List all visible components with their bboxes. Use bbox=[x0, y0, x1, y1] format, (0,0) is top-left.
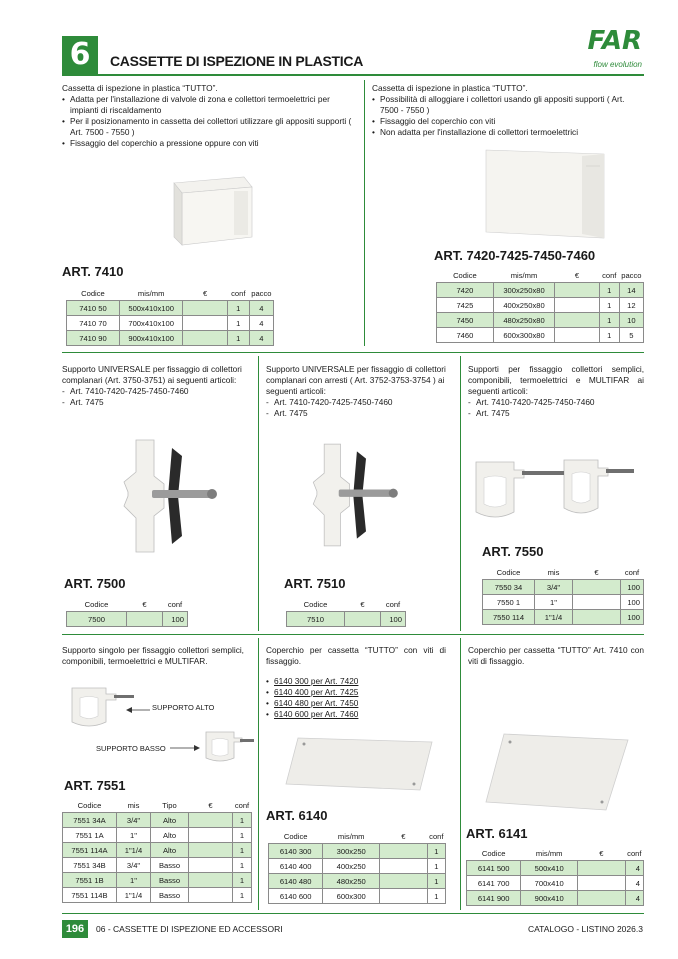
cassette-7410-image bbox=[160, 175, 260, 255]
col-header: mis/mm bbox=[510, 270, 538, 280]
cell: 7550 34 bbox=[483, 580, 535, 595]
cell: 4 bbox=[249, 316, 273, 331]
cell bbox=[380, 844, 428, 859]
cell bbox=[189, 843, 233, 858]
art-7551-description: Supporto singolo per fissaggio collettori semplici, componibili, termoelettrici e MULTIFAR. bbox=[62, 645, 244, 666]
cell: 1 bbox=[427, 889, 445, 904]
table-row bbox=[437, 313, 644, 328]
cell: 6140 400 bbox=[269, 859, 323, 874]
bullet: - Art. 7410-7420-7425-7450-7460 bbox=[266, 397, 454, 408]
cell: 7450 bbox=[437, 313, 494, 328]
cell: 1 bbox=[227, 301, 249, 316]
cell: 7551 1B bbox=[63, 873, 117, 888]
table-header bbox=[483, 565, 644, 580]
table-row bbox=[63, 813, 252, 828]
cell: 900x410x100 bbox=[119, 331, 183, 346]
col-header: € bbox=[574, 270, 580, 280]
cell: 7550 1 bbox=[483, 595, 535, 610]
cell bbox=[578, 876, 626, 891]
cell bbox=[189, 888, 233, 903]
cell: 7500 bbox=[67, 612, 127, 627]
cell: 300x250 bbox=[323, 844, 380, 859]
table-row bbox=[63, 888, 252, 903]
cell: 1 bbox=[427, 874, 445, 889]
table-row bbox=[269, 844, 446, 859]
cell: Alto bbox=[151, 843, 189, 858]
cell: Alto bbox=[151, 813, 189, 828]
table-row bbox=[437, 283, 644, 298]
cell: 700x410 bbox=[521, 876, 578, 891]
art-7550-description bbox=[468, 364, 644, 419]
cell bbox=[573, 610, 621, 625]
cell: 5 bbox=[619, 328, 643, 343]
table-row bbox=[483, 610, 644, 625]
footer-rule bbox=[62, 913, 644, 914]
cell: 1 bbox=[233, 858, 252, 873]
art-6141-title: ART. 6141 bbox=[466, 826, 528, 841]
support-7550-image bbox=[468, 456, 640, 522]
cassette-7420-image bbox=[482, 146, 612, 242]
logo-name: FAR bbox=[587, 26, 642, 56]
cell: 100 bbox=[621, 595, 644, 610]
col-header: Tipo bbox=[162, 800, 177, 810]
table-row bbox=[467, 861, 644, 876]
cell: 1 bbox=[233, 813, 252, 828]
cell bbox=[573, 595, 621, 610]
desc-line: Cassetta di ispezione in plastica “TUTTO”. bbox=[62, 83, 218, 93]
arrow-basso bbox=[170, 744, 200, 752]
cell: 7551 34B bbox=[63, 858, 117, 873]
divider-h-2 bbox=[62, 634, 644, 635]
cell bbox=[555, 313, 600, 328]
table-row bbox=[483, 580, 644, 595]
cell bbox=[183, 316, 227, 331]
art-7551-title: ART. 7551 bbox=[64, 778, 126, 793]
cell: 1 bbox=[599, 328, 619, 343]
cell: 4 bbox=[249, 301, 273, 316]
table-row bbox=[287, 612, 406, 627]
cell: 1" bbox=[535, 595, 573, 610]
col-header: € bbox=[360, 599, 365, 609]
cell: 1 bbox=[427, 844, 445, 859]
cell: 7410 70 bbox=[67, 316, 120, 331]
header-rule bbox=[62, 74, 644, 76]
col-header: mis/mm bbox=[137, 288, 165, 298]
art-7550-title: ART. 7550 bbox=[482, 544, 544, 559]
desc-line: Cassetta di ispezione in plastica “TUTTO”. bbox=[372, 83, 528, 93]
art-6140-title: ART. 6140 bbox=[266, 808, 328, 823]
table-row bbox=[63, 843, 252, 858]
table-row bbox=[63, 828, 252, 843]
col-header: € bbox=[203, 288, 208, 298]
col-header: conf bbox=[624, 567, 640, 577]
cell: 100 bbox=[621, 580, 644, 595]
table-row bbox=[467, 891, 644, 906]
table-row bbox=[437, 298, 644, 313]
col-header: mis/mm bbox=[337, 831, 365, 841]
art-7500-title: ART. 7500 bbox=[64, 576, 126, 591]
cell: 1 bbox=[599, 298, 619, 313]
cell: 3/4" bbox=[117, 813, 151, 828]
col-header: pacco bbox=[251, 288, 272, 298]
cell: 14 bbox=[619, 283, 643, 298]
label-supporto-basso: SUPPORTO BASSO bbox=[96, 744, 166, 753]
cell bbox=[555, 298, 600, 313]
col-header: mis bbox=[547, 567, 560, 577]
table-row bbox=[67, 316, 274, 331]
cell: 480x250x80 bbox=[493, 313, 554, 328]
support-basso-image bbox=[200, 724, 256, 764]
cell: 6140 480 bbox=[269, 874, 323, 889]
cell: 400x250 bbox=[323, 859, 380, 874]
desc-line: Supporto UNIVERSALE per fissaggio di collettori complanari con arresti ( Art. 3752-3753-3754 ) ai seguenti articoli: bbox=[266, 364, 446, 396]
art-7510-title: ART. 7510 bbox=[284, 576, 346, 591]
col-header: Codice bbox=[496, 567, 521, 577]
cell: 7551 34A bbox=[63, 813, 117, 828]
divider-v-mid-2 bbox=[460, 356, 461, 631]
table-header bbox=[287, 597, 406, 612]
cell: 6141 500 bbox=[467, 861, 521, 876]
art-7410-title: ART. 7410 bbox=[62, 264, 124, 279]
art-6141-table bbox=[466, 846, 644, 906]
cell bbox=[573, 580, 621, 595]
cell: 3/4" bbox=[535, 580, 573, 595]
cell: 3/4" bbox=[117, 858, 151, 873]
table-row bbox=[67, 301, 274, 316]
col-header: € bbox=[594, 567, 599, 577]
cell: 10 bbox=[619, 313, 643, 328]
bullet: • 6140 300 per Art. 7420 bbox=[266, 676, 446, 687]
bullet: • Fissaggio del coperchio con viti bbox=[372, 116, 642, 127]
cell: 1 bbox=[227, 331, 249, 346]
art-7420-title: ART. 7420-7425-7450-7460 bbox=[434, 248, 596, 263]
far-logo bbox=[574, 26, 642, 69]
cover-6140-image bbox=[284, 734, 434, 792]
art-7420-table bbox=[436, 268, 644, 343]
cell: 7551 114A bbox=[63, 843, 117, 858]
table-row bbox=[269, 874, 446, 889]
bullet: • Per il posizionamento in cassetta dei collettori utilizzare gli appositi supporti ( Art. 7500 - 7550 ) bbox=[62, 116, 352, 138]
bullet: • 6140 480 per Art. 7450 bbox=[266, 698, 446, 709]
cell: 4 bbox=[625, 891, 643, 906]
cell: 7420 bbox=[437, 283, 494, 298]
table-row bbox=[437, 328, 644, 343]
divider-v-top bbox=[364, 80, 365, 346]
cell: 100 bbox=[381, 612, 406, 627]
cell: 400x250x80 bbox=[493, 298, 554, 313]
cell: 1 bbox=[233, 828, 252, 843]
col-header: conf bbox=[167, 599, 183, 609]
table-row bbox=[67, 331, 274, 346]
art-6141-description: Coperchio per cassetta “TUTTO” Art. 7410 con viti di fissaggio. bbox=[468, 645, 644, 666]
cell: 100 bbox=[163, 612, 188, 627]
cell: Basso bbox=[151, 888, 189, 903]
divider-v-mid-1 bbox=[258, 356, 259, 631]
art-6140-items bbox=[266, 676, 446, 720]
art-7510-table bbox=[286, 597, 406, 627]
cell: 7460 bbox=[437, 328, 494, 343]
art-7550-table bbox=[482, 565, 644, 625]
art-7510-description bbox=[266, 364, 454, 419]
cell bbox=[189, 873, 233, 888]
cell: 7510 bbox=[287, 612, 345, 627]
art-6140-table bbox=[268, 829, 446, 904]
col-header: conf bbox=[602, 270, 617, 280]
bullet: • Non adatta per l'installazione di collettori termoelettrici bbox=[372, 127, 642, 138]
cell: 7551 1A bbox=[63, 828, 117, 843]
art-7420-description bbox=[372, 83, 642, 138]
cell: 6140 300 bbox=[269, 844, 323, 859]
table-row bbox=[483, 595, 644, 610]
cell bbox=[380, 874, 428, 889]
table-header bbox=[269, 829, 446, 844]
col-header: € bbox=[142, 599, 147, 609]
bullet: • Fissaggio del coperchio a pressione oppure con viti bbox=[62, 138, 352, 149]
bullet: - Art. 7475 bbox=[266, 408, 454, 419]
cell: 6141 900 bbox=[467, 891, 521, 906]
cell bbox=[183, 301, 227, 316]
support-7510-image bbox=[306, 436, 406, 554]
table-header bbox=[67, 286, 274, 301]
art-7500-table bbox=[66, 597, 188, 627]
bullet: • Adatta per l'installazione di valvole di zona e collettori termoelettrici per impianti di riscaldamento bbox=[62, 94, 352, 116]
cell bbox=[380, 889, 428, 904]
art-7410-table bbox=[66, 286, 274, 346]
label-supporto-alto: SUPPORTO ALTO bbox=[152, 703, 215, 712]
cell: 12 bbox=[619, 298, 643, 313]
cover-6141-image bbox=[484, 730, 630, 814]
bullet: - Art. 7410-7420-7425-7450-7460 bbox=[468, 397, 644, 408]
table-row bbox=[67, 612, 188, 627]
cell: 1 bbox=[599, 313, 619, 328]
col-header: Codice bbox=[481, 848, 506, 858]
cell bbox=[189, 813, 233, 828]
art-7410-description bbox=[62, 83, 352, 149]
cell: 1 bbox=[233, 888, 252, 903]
cell: 4 bbox=[625, 861, 643, 876]
section-number: 6 bbox=[62, 36, 98, 74]
cell: 4 bbox=[249, 331, 273, 346]
art-7500-description bbox=[62, 364, 254, 408]
logo-tagline: flow evolution bbox=[593, 60, 642, 69]
cell: Basso bbox=[151, 873, 189, 888]
table-header bbox=[67, 597, 188, 612]
cell bbox=[345, 612, 381, 627]
cell: 100 bbox=[621, 610, 644, 625]
art-7551-table bbox=[62, 798, 252, 903]
cell: 300x250x80 bbox=[493, 283, 554, 298]
col-header: € bbox=[599, 848, 604, 858]
cell bbox=[189, 828, 233, 843]
bullet: - Art. 7475 bbox=[468, 408, 644, 419]
col-header: Codice bbox=[303, 599, 328, 609]
col-header: conf bbox=[231, 288, 246, 298]
bullet: • Possibilità di alloggiare i collettori usando gli appositi supporti ( Art. 7500 - 7550 ) bbox=[372, 94, 642, 116]
cell: 1 bbox=[599, 283, 619, 298]
cell: Basso bbox=[151, 858, 189, 873]
section-title: CASSETTE DI ISPEZIONE IN PLASTICA bbox=[110, 53, 364, 69]
cell: 7550 114 bbox=[483, 610, 535, 625]
table-header bbox=[437, 268, 644, 283]
cell: 7410 90 bbox=[67, 331, 120, 346]
art-6140-description: Coperchio per cassetta “TUTTO” con viti di fissaggio. bbox=[266, 645, 446, 666]
cell bbox=[555, 328, 600, 343]
cell: 700x410x100 bbox=[119, 316, 183, 331]
bullet: • 6140 600 per Art. 7460 bbox=[266, 709, 446, 720]
table-row bbox=[269, 889, 446, 904]
support-7500-image bbox=[116, 436, 226, 556]
cell: 1 bbox=[427, 859, 445, 874]
cell: 1"1/4 bbox=[117, 843, 151, 858]
col-header: Codice bbox=[453, 270, 477, 280]
cell: 1" bbox=[117, 828, 151, 843]
cell: 900x410 bbox=[521, 891, 578, 906]
col-header: pacco bbox=[621, 270, 642, 280]
col-header: conf bbox=[627, 848, 642, 858]
col-header: Codice bbox=[283, 831, 308, 841]
cell: 7425 bbox=[437, 298, 494, 313]
bullet: - Art. 7475 bbox=[62, 397, 254, 408]
col-header: Codice bbox=[77, 800, 102, 810]
table-header bbox=[63, 798, 252, 813]
table-row bbox=[467, 876, 644, 891]
cell bbox=[555, 283, 600, 298]
col-header: Codice bbox=[84, 599, 109, 609]
cell: 1 bbox=[233, 843, 252, 858]
table-row bbox=[269, 859, 446, 874]
arrow-alto bbox=[126, 706, 150, 714]
col-header: mis/mm bbox=[535, 848, 563, 858]
cell bbox=[578, 861, 626, 876]
col-header: € bbox=[208, 800, 213, 810]
cell: 500x410 bbox=[521, 861, 578, 876]
cell: 600x300 bbox=[323, 889, 380, 904]
divider-v-bot-1 bbox=[258, 638, 259, 910]
cell bbox=[380, 859, 428, 874]
footer-catalog-label: CATALOGO - LISTINO 2026.3 bbox=[528, 924, 643, 934]
cell: Alto bbox=[151, 828, 189, 843]
col-header: conf bbox=[385, 599, 401, 609]
cell bbox=[578, 891, 626, 906]
desc-line: Supporti per fissaggio collettori semplici, componibili, termoelettrici e MULTIFAR ai seguenti articoli: bbox=[468, 364, 644, 396]
cell: 600x300x80 bbox=[493, 328, 554, 343]
col-header: mis bbox=[127, 800, 140, 810]
footer-section-label: 06 - CASSETTE DI ISPEZIONE ED ACCESSORI bbox=[96, 924, 283, 934]
desc-line: Supporto UNIVERSALE per fissaggio di collettori complanari (Art. 3750-3751) ai seguenti articoli: bbox=[62, 364, 242, 385]
divider-v-bot-2 bbox=[460, 638, 461, 910]
cell: 6141 700 bbox=[467, 876, 521, 891]
bullet: • 6140 400 per Art. 7425 bbox=[266, 687, 446, 698]
cell: 6140 600 bbox=[269, 889, 323, 904]
cell: 480x250 bbox=[323, 874, 380, 889]
cell: 1" bbox=[117, 873, 151, 888]
col-header: conf bbox=[234, 800, 250, 810]
cell: 1"1/4 bbox=[535, 610, 573, 625]
page-number: 196 bbox=[62, 920, 88, 938]
cell: 7551 114B bbox=[63, 888, 117, 903]
divider-h-1 bbox=[62, 352, 644, 353]
cell: 1 bbox=[233, 873, 252, 888]
cell: 4 bbox=[625, 876, 643, 891]
bullet: - Art. 7410-7420-7425-7450-7460 bbox=[62, 386, 254, 397]
cell bbox=[127, 612, 163, 627]
col-header: Codice bbox=[81, 288, 105, 298]
table-header bbox=[467, 846, 644, 861]
table-row bbox=[63, 858, 252, 873]
table-row bbox=[63, 873, 252, 888]
col-header: conf bbox=[429, 831, 444, 841]
cell bbox=[189, 858, 233, 873]
cell: 500x410x100 bbox=[119, 301, 183, 316]
cell: 1"1/4 bbox=[117, 888, 151, 903]
cell bbox=[183, 331, 227, 346]
col-header: € bbox=[401, 831, 406, 841]
cell: 1 bbox=[227, 316, 249, 331]
cell: 7410 50 bbox=[67, 301, 120, 316]
